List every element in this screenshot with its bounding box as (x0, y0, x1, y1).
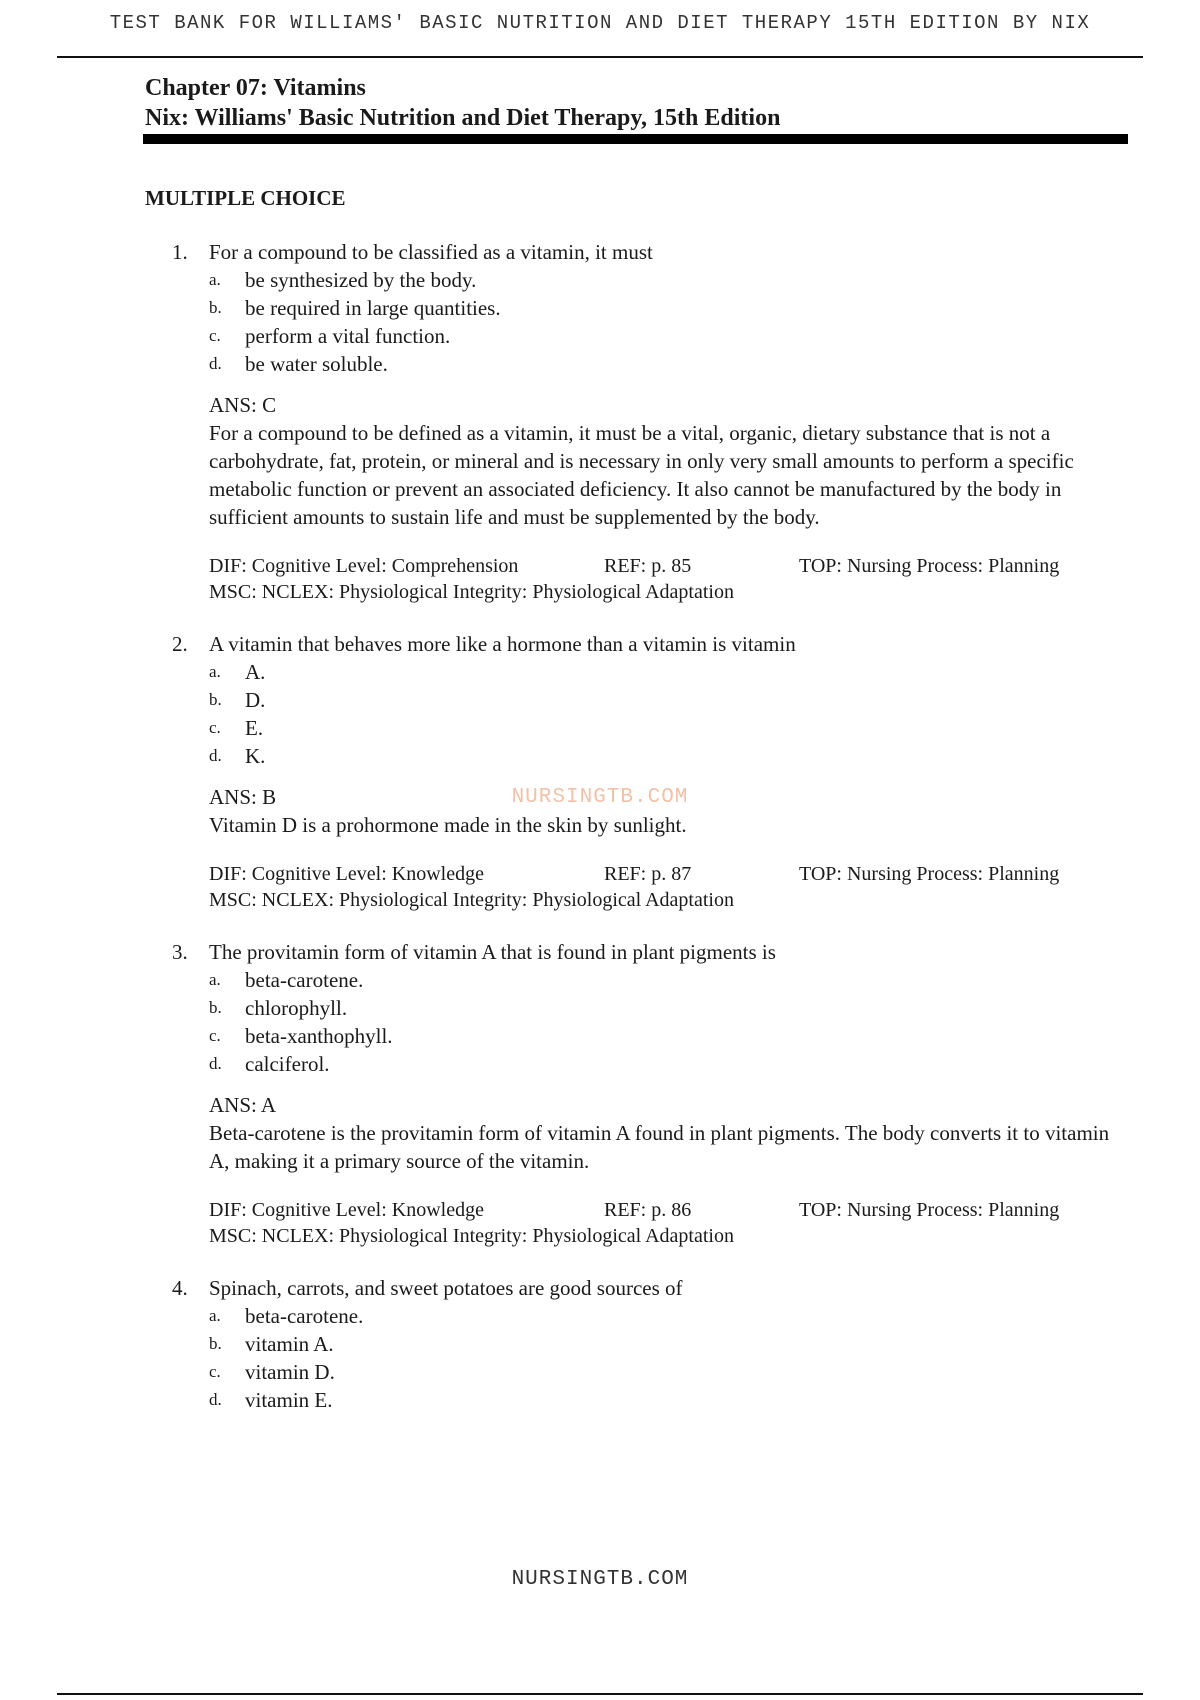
option-d (0, 1050, 1200, 1078)
answer-options (0, 658, 1200, 770)
option-letter: b. (209, 1334, 222, 1353)
question-number: 4. (172, 1276, 188, 1300)
question-number: 1. (172, 240, 188, 264)
option-letter: d. (209, 1390, 222, 1409)
option-a (0, 966, 1200, 994)
option-letter: d. (209, 354, 222, 373)
option-c (0, 1358, 1200, 1386)
question-stem: Spinach, carrots, and sweet potatoes are good sources of (209, 1276, 683, 1300)
option-letter: c. (209, 1362, 221, 1381)
question-4 (0, 1274, 1200, 1414)
answer-key: ANS: C (209, 393, 277, 417)
page-reference: REF: p. 85 (604, 555, 692, 577)
rationale: Vitamin D is a prohormone made in the skin by sunlight. (209, 813, 687, 837)
option-d (0, 350, 1200, 378)
option-b (0, 1330, 1200, 1358)
option-text: D. (245, 688, 266, 712)
option-letter: a. (209, 970, 221, 989)
option-text: vitamin A. (245, 1332, 334, 1356)
option-text: vitamin D. (245, 1360, 335, 1384)
option-c (0, 1022, 1200, 1050)
option-b (0, 294, 1200, 322)
header-divider (57, 56, 1143, 58)
chapter-heading (145, 73, 780, 133)
question-metadata (209, 1197, 1200, 1249)
option-c (0, 714, 1200, 742)
option-text: be water soluble. (245, 352, 388, 376)
topic: TOP: Nursing Process: Planning (799, 1199, 1060, 1221)
option-text: E. (245, 716, 264, 740)
difficulty: DIF: Cognitive Level: Knowledge (209, 863, 484, 885)
question-metadata (209, 861, 1200, 913)
question-stem: The provitamin form of vitamin A that is found in plant pigments is (209, 940, 776, 964)
running-header: TEST BANK FOR WILLIAMS' BASIC NUTRITION AND DIET THERAPY 15TH EDITION BY NIX (109, 12, 1091, 34)
option-letter: c. (209, 1026, 221, 1045)
nclex-category: MSC: NCLEX: Physiological Integrity: Physiological Adaptation (209, 889, 734, 911)
footer-brand: NURSINGTB.COM (511, 1568, 689, 1591)
answer-options (0, 1302, 1200, 1414)
page-reference: REF: p. 86 (604, 1199, 692, 1221)
question-2 (0, 630, 1200, 913)
option-d (0, 742, 1200, 770)
option-text: vitamin E. (245, 1388, 333, 1412)
answer-key: ANS: B (209, 785, 277, 809)
rationale: For a compound to be defined as a vitamin, it must be a vital, organic, dietary substance that is not a carbohydrate, fat, protein, or mineral and is necessary in only very small amounts to perform a specific metabolic function or prevent an associated deficiency. It also cannot be manufactured by the body in sufficient amounts to sustain life and must be supplemented by the body. (209, 421, 1074, 529)
topic: TOP: Nursing Process: Planning (799, 555, 1060, 577)
difficulty: DIF: Cognitive Level: Comprehension (209, 555, 519, 577)
option-text: be required in large quantities. (245, 296, 501, 320)
option-a (0, 1302, 1200, 1330)
question-stem: For a compound to be classified as a vitamin, it must (209, 240, 653, 264)
option-letter: a. (209, 1306, 221, 1325)
answer-key: ANS: A (209, 1093, 277, 1117)
question-number: 2. (172, 632, 188, 656)
answer-options (0, 266, 1200, 378)
page-reference: REF: p. 87 (604, 863, 692, 885)
question-metadata (209, 553, 1200, 605)
option-letter: c. (209, 718, 221, 737)
option-text: chlorophyll. (245, 996, 348, 1020)
option-letter: c. (209, 326, 221, 345)
section-heading: MULTIPLE CHOICE (145, 186, 346, 210)
option-b (0, 686, 1200, 714)
difficulty: DIF: Cognitive Level: Knowledge (209, 1199, 484, 1221)
option-text: be synthesized by the body. (245, 268, 477, 292)
chapter-title: Chapter 07: Vitamins (145, 75, 366, 101)
option-letter: d. (209, 1054, 222, 1073)
option-d (0, 1386, 1200, 1414)
option-letter: b. (209, 690, 222, 709)
nclex-category: MSC: NCLEX: Physiological Integrity: Physiological Adaptation (209, 1225, 734, 1247)
option-text: A. (245, 660, 266, 684)
option-text: K. (245, 744, 266, 768)
option-letter: a. (209, 270, 221, 289)
option-text: beta-carotene. (245, 1304, 364, 1328)
option-text: calciferol. (245, 1052, 330, 1076)
rationale: Beta-carotene is the provitamin form of vitamin A found in plant pigments. The body converts it to vitamin A, making it a primary source of the vitamin. (209, 1121, 1110, 1173)
answer-options (0, 966, 1200, 1078)
option-a (0, 658, 1200, 686)
option-text: beta-xanthophyll. (245, 1024, 393, 1048)
option-letter: b. (209, 298, 222, 317)
option-a (0, 266, 1200, 294)
option-c (0, 322, 1200, 350)
question-list (0, 238, 1200, 1439)
question-stem: A vitamin that behaves more like a hormone than a vitamin is vitamin (209, 632, 796, 656)
option-letter: a. (209, 662, 221, 681)
nclex-category: MSC: NCLEX: Physiological Integrity: Physiological Adaptation (209, 581, 734, 603)
watermark: NURSINGTB.COM (511, 786, 689, 809)
book-title: Nix: Williams' Basic Nutrition and Diet Therapy, 15th Edition (145, 105, 781, 131)
title-underline-bar (143, 134, 1128, 144)
option-letter: d. (209, 746, 222, 765)
question-3 (0, 938, 1200, 1249)
option-text: perform a vital function. (245, 324, 451, 348)
option-b (0, 994, 1200, 1022)
question-1 (0, 238, 1200, 605)
option-text: beta-carotene. (245, 968, 364, 992)
topic: TOP: Nursing Process: Planning (799, 863, 1060, 885)
footer-divider (57, 1693, 1143, 1695)
option-letter: b. (209, 998, 222, 1017)
question-number: 3. (172, 940, 188, 964)
